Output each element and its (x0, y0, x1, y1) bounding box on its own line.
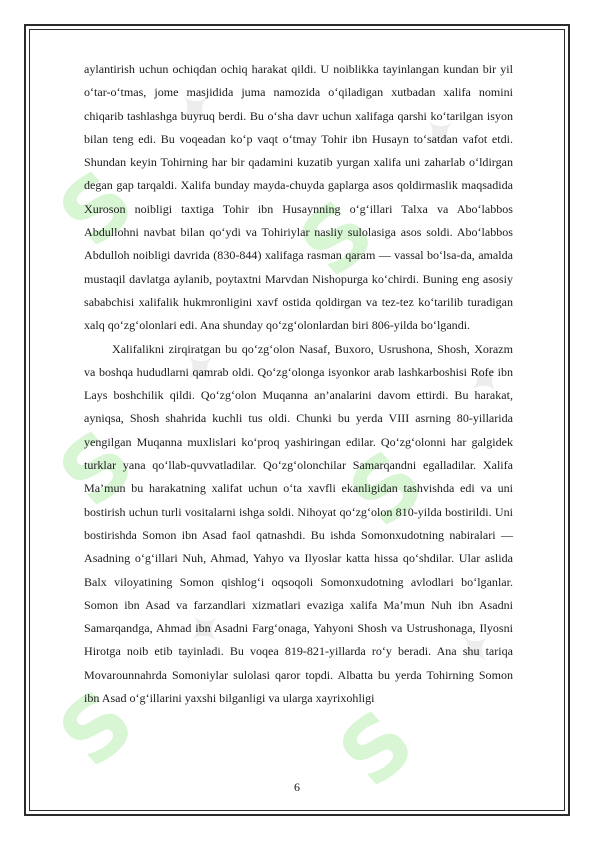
page-frame (24, 24, 570, 816)
watermark-logo: S (320, 691, 434, 807)
page-number: 6 (294, 780, 300, 794)
paragraph: Xalifalikni zirqiratgan bu qo‘zg‘olon Nasaf, Buxoro, Usrushona, Shosh, Xorazm va boshqa hududlarni qamrab oldi. Qo‘zg‘olonga isyonkor arab lashkarboshisi Rofe ibn Lays boshchilik qildi. Qo‘zg‘olon Muqanna an’analarini davom ettirdi. Bu harakat, ayniqsa, Shosh shahrida kuchli tus oldi. Chunki bu yerda VIII asrning 80-yillarida yengilgan Muqanna muxlislari ko‘proq yashiringan edilar. Qo‘zg‘olonni har galgidek turklar yana qo‘llab-quvvatladilar. Qo‘zg‘olonchilar Samarqandni egalladilar. Xalifa Ma’mun bu harakatning xalifat uchun o‘ta xavfli ekanligidan tashvishda edi va uni bostirish uchun turli vositalarni ishga soldi. Nihoyat qo‘zg‘olon 810-yilda bostirildi. Uni bostirishda Somon ibn Asad faol qatnashdi. Bu ishda Somonxudotning nabiralari — Asadning o‘g‘illari Nuh, Ahmad, Yahyo va Ilyoslar katta hissa qo‘shdilar. Ular aslida Balx viloyatining Somon qishlog‘i oqsoqoli Somonxudotning avlodlari bo‘lganlar. Somon ibn Asad va farzandlari xizmatlari evaziga xalifa Ma’mun Nuh ibn Asadni Samarqandga, Ahmad ibn Asadni Farg‘onaga, Yahyoni Shosh va Ustrushonaga, Ilyosni Hirotga noib etib tayinladi. Bu voqea 819-821-yillarda ro‘y beradi. Ana shu tariqa Movarounnahrda Somoniylar sulolasi qaror topdi. Albatta bu yerda Tohirning Somon ibn Asad o‘g‘illarini yaxshi bilganligi va ularga xayrixohligi (84, 341, 513, 706)
watermark-logo: ✦ (442, 616, 508, 682)
paragraph: aylantirish uchun ochiqdan ochiq harakat qildi. U noiblikka tayinlangan kundan bir yil o‘tar-o‘tmas, jome masjidida juma namozida o‘qiladigan xutbadan xalifa nomini chiqarib tashlashga buyruq berdi. Bu o‘sha davr uchun xalifaga qarshi ko‘tarilgan isyon bilan teng edi. Bu voqeadan ko‘p vaqt o‘tmay Tohir ibn Husayn to‘satdan vafot etdi. Shundan keyin Tohirning har bir qadamini kuzatib yurgan xalifa uni zaharlab o‘ldirgan degan gap tarqaldi. Xalifa bunday mayda-chuyda gaplarga asos qoldirmaslik maqsadida Xuroson noibligi taxtiga Tohir ibn Husaynning o‘g‘illari Talxa va Abo‘labbos Abdullohni navbat bilan qo‘ydi va Tohiriylar nasliy sulolasiga asos soldi. Abo‘labbos Abdulloh noibligi davrida (830-844) xalifaga rasman qaram — vassal bo‘lsa-da, amalda mustaqil davlatga aylanib, poytaxtni Marvdan Nishopurga ko‘chirdi. Buning eng asosiy sababchisi xalifalik hukmronligini xavf ostida qoldirgan va tez-tez ko‘tarilib turadigan xalq qo‘zg‘olonlari edi. Ana shunday qo‘zg‘olonlardan biri 806-yilda bo‘lgandi. (84, 62, 513, 333)
watermark-logo: ✦ (452, 346, 518, 412)
body-text (84, 58, 518, 710)
watermark-logo: S (330, 431, 444, 547)
watermark-logo: ✦ (172, 596, 238, 662)
watermark-logo: S (40, 151, 154, 267)
watermark-logo: S (40, 411, 154, 527)
watermark-logo: ✦ (407, 101, 473, 167)
watermark-logo: S (280, 181, 394, 297)
watermark-logo: ✦ (167, 336, 233, 402)
watermark-logo: ✦ (162, 76, 228, 142)
watermark-logo: S (40, 671, 154, 787)
